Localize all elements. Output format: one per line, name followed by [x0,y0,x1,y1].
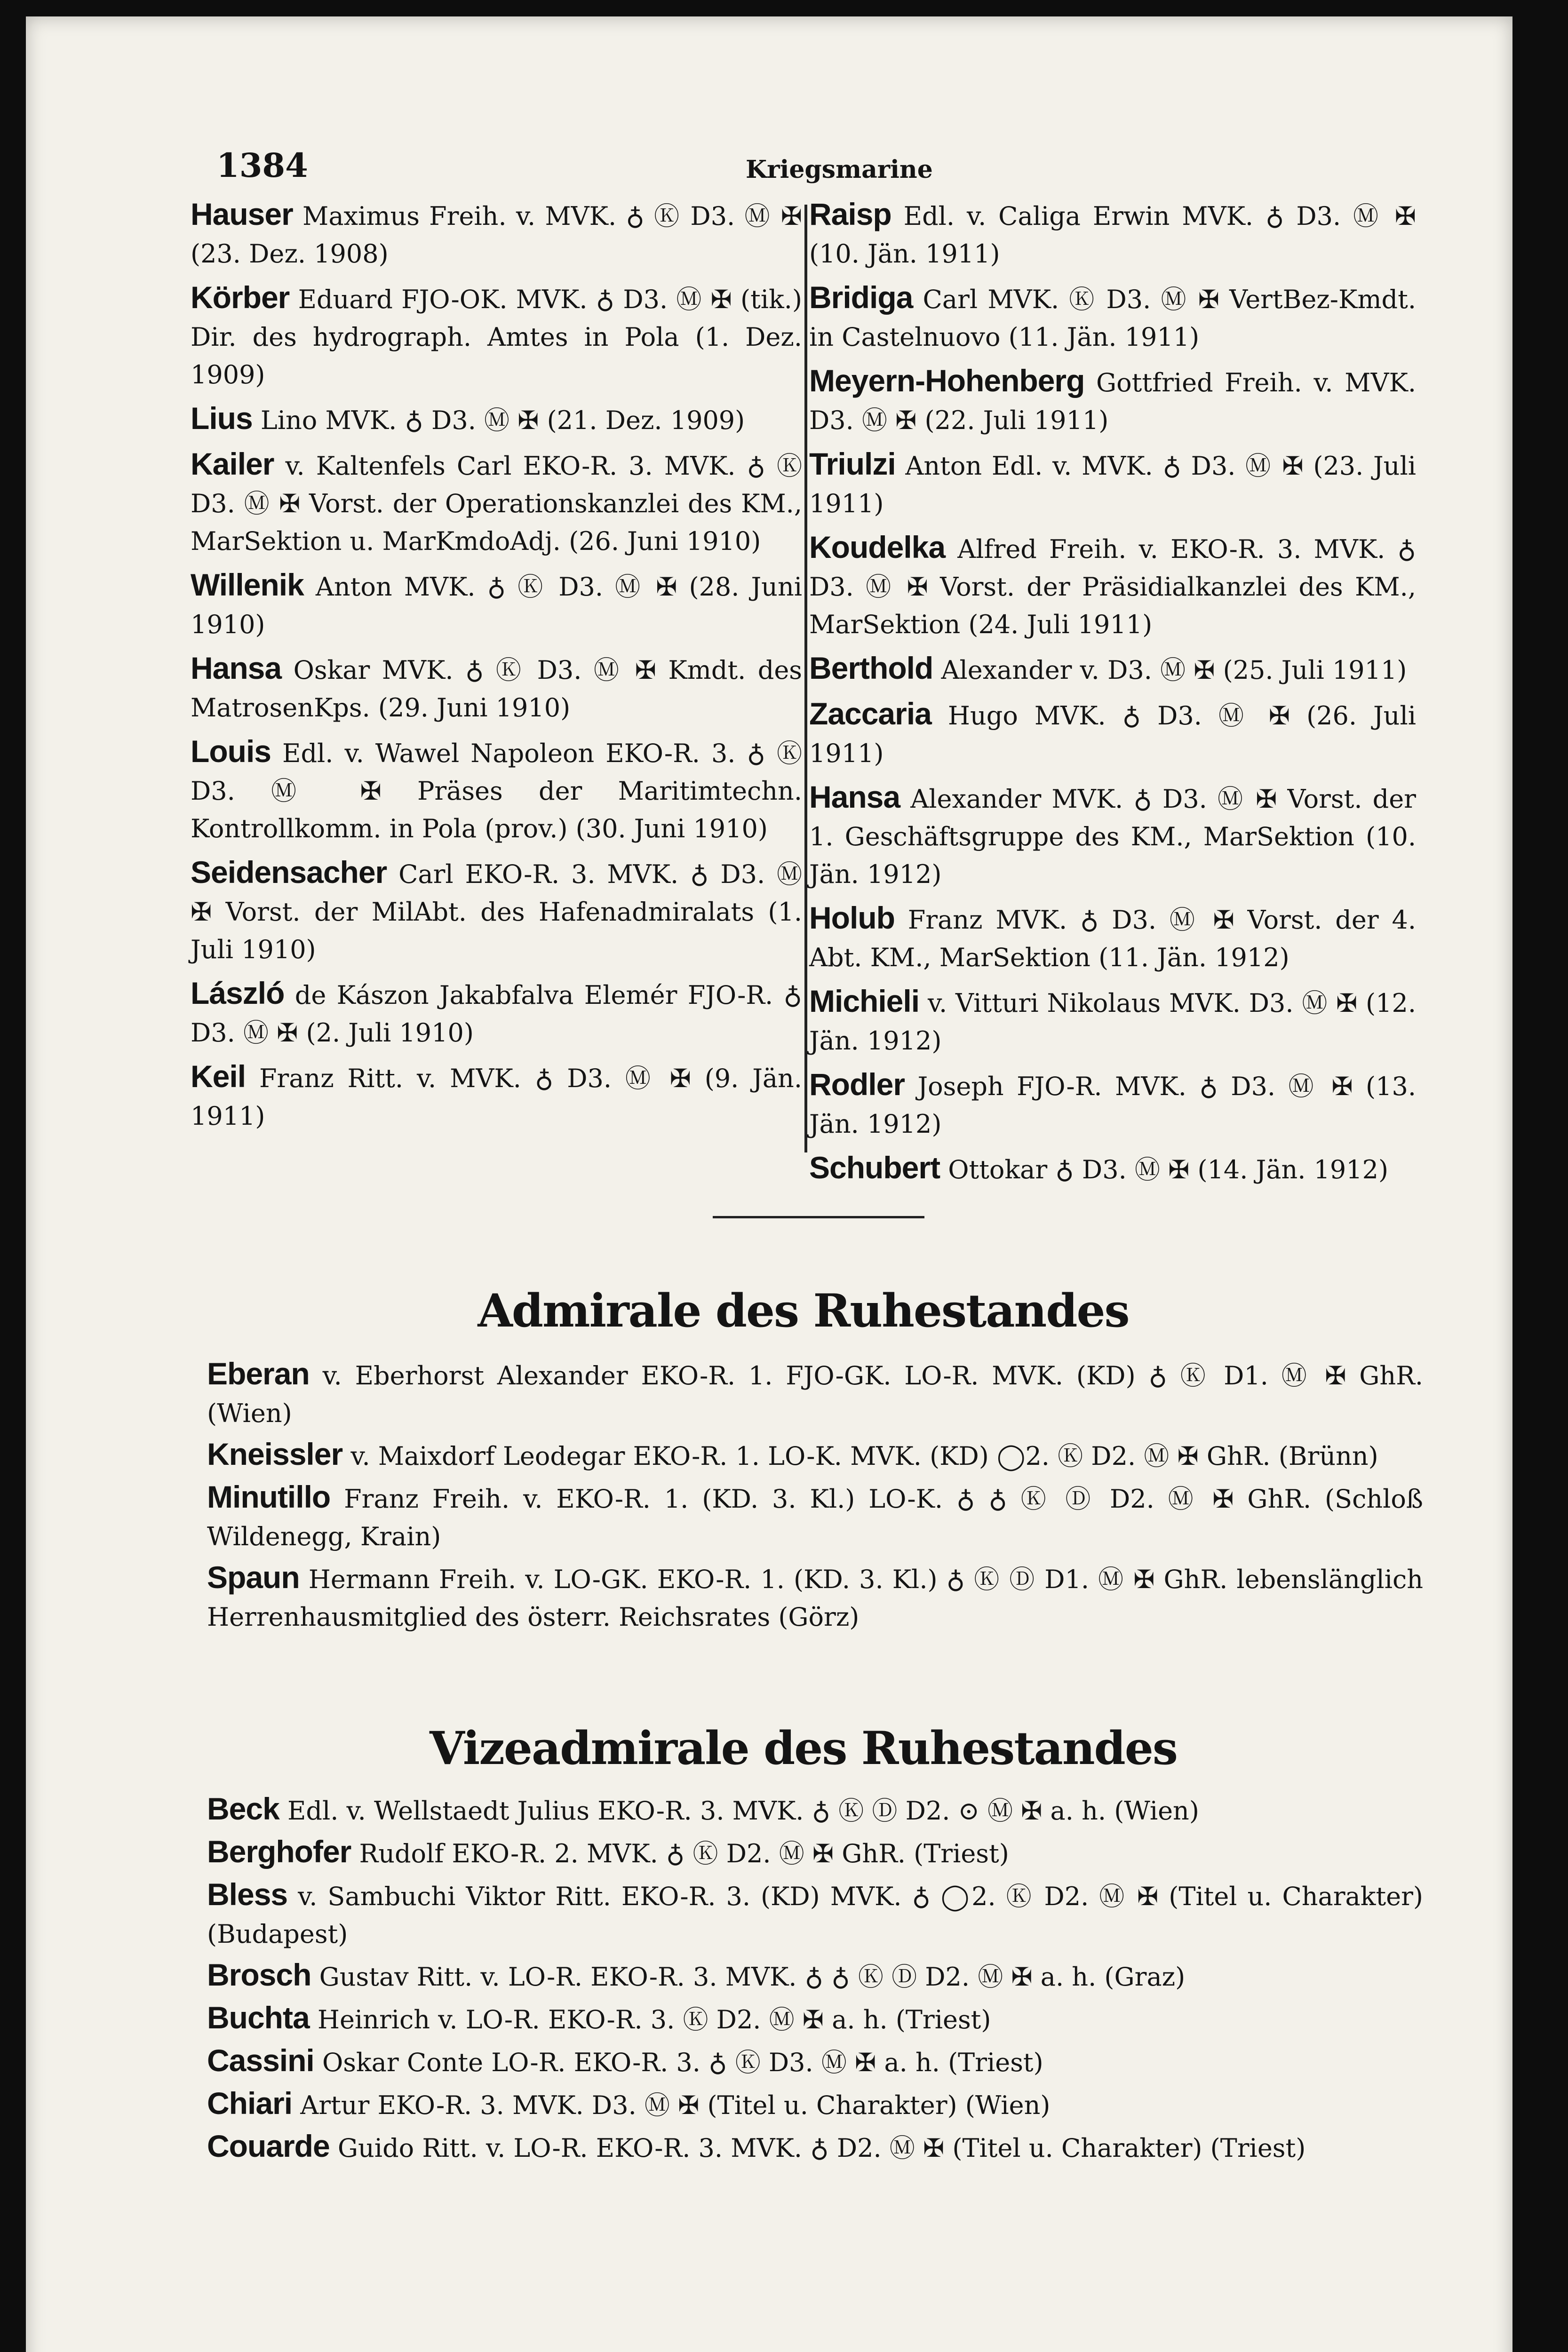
left-column [191,195,802,1141]
entry-name: László [191,976,285,1010]
list-item [191,278,802,394]
entry-text: Carl EKO-R. 3. MVK. ♁ D3. Ⓜ ✠ Vorst. der MilAbt. des Hafenadmiralats (1. Juli 1910) [191,859,802,964]
entry-text: Heinrich v. LO-R. EKO-R. 3. Ⓚ D2. Ⓜ ✠ a. h. (Triest) [317,2005,991,2034]
entry-name: Willenik [191,567,304,602]
entry-text: Edl. v. Wellstaedt Julius EKO-R. 3. MVK. ♁ Ⓚ Ⓓ D2. ⊙ Ⓜ ✠ a. h. (Wien) [287,1796,1199,1826]
entry-name: Berthold [809,651,933,685]
entry-text: Oskar Conte LO-R. EKO-R. 3. ♁ Ⓚ D3. Ⓜ ✠ a. h. (Triest) [322,2048,1043,2077]
entry-text: Oskar MVK. ♁ Ⓚ D3. Ⓜ ✠ Kmdt. des MatrosenKps. (29. Juni 1910) [191,655,802,723]
list-item [809,649,1416,689]
entry-name: Bridiga [809,280,913,315]
entry-text: v. Kaltenfels Carl EKO-R. 3. MVK. ♁ Ⓚ D3. Ⓜ ✠ Vorst. der Operationskanzlei des KM., MarSektion u. MarKmdoAdj. (26. Juni 1910) [191,451,802,556]
entry-text: Gustav Ritt. v. LO-R. EKO-R. 3. MVK. ♁ ♁ Ⓚ Ⓓ D2. Ⓜ ✠ a. h. (Graz) [319,1962,1186,1992]
entry-name: Chiari [207,2086,293,2121]
entry-text: Hugo MVK. ♁ D3. Ⓜ ✠ (26. Juli 1911) [809,701,1416,768]
page-number: 1384 [216,146,308,185]
entry-text: Anton Edl. v. MVK. ♁ D3. Ⓜ ✠ (23. Juli 1911) [809,451,1416,518]
vice-admirals-list [207,1790,1423,2170]
entry-name: Lius [191,401,253,436]
list-item [207,2127,1423,2167]
list-item [809,982,1416,1060]
list-item [207,1833,1423,1873]
section-title-admirals: Admirale des Ruhestandes [478,1284,1129,1337]
entry-text: Alexander v. D3. Ⓜ ✠ (25. Juli 1911) [941,655,1407,685]
entry-name: Cassini [207,2043,314,2078]
list-item [809,362,1416,439]
entry-text: Ottokar ♁ D3. Ⓜ ✠ (14. Jän. 1912) [948,1155,1389,1184]
entry-name: Schubert [809,1150,940,1185]
list-item [809,1149,1416,1189]
section-divider [713,1216,924,1218]
list-item [809,445,1416,523]
entry-name: Kailer [191,446,274,481]
list-item [191,732,802,848]
list-item [207,1999,1423,2039]
entry-name: Triulzi [809,446,896,481]
list-item [191,974,802,1052]
entry-text: Guido Ritt. v. LO-R. EKO-R. 3. MVK. ♁ D2. Ⓜ ✠ (Titel u. Charakter) (Triest) [337,2133,1306,2163]
list-item [809,778,1416,893]
entry-text: Franz MVK. ♁ D3. Ⓜ ✠ Vorst. der 4. Abt. KM., MarSektion (11. Jän. 1912) [809,905,1416,972]
entry-name: Buchta [207,2000,310,2035]
entry-text: Maximus Freih. v. MVK. ♁ Ⓚ D3. Ⓜ ✠ (23. Dez. 1908) [191,201,803,269]
entry-name: Bless [207,1877,288,1912]
entry-name: Seidensacher [191,855,387,890]
section-title-vice-admirals: Vizeadmirale des Ruhestandes [430,1722,1177,1775]
entry-text: Edl. v. Wawel Napoleon EKO-R. 3. ♁ Ⓚ D3. Ⓜ ✠ Präses der Maritimtechn. Kontrollkomm. in Pola (prov.) (30. Juni 1910) [191,739,802,843]
list-item [191,649,802,727]
entry-text: v. Vitturi Nikolaus MVK. D3. Ⓜ ✠ (12. Jän. 1912) [809,988,1417,1056]
entry-name: Kneissler [207,1437,343,1471]
entry-name: Hansa [809,779,900,814]
admirals-list [207,1355,1423,1639]
entry-text: Gottfried Freih. v. MVK. D3. Ⓜ ✠ (22. Juli 1911) [809,368,1416,435]
entry-name: Beck [207,1791,279,1826]
entry-name: Körber [191,280,290,315]
list-item [207,1558,1423,1636]
running-title: Kriegsmarine [746,155,933,184]
entry-text: Lino MVK. ♁ D3. Ⓜ ✠ (21. Dez. 1909) [260,405,745,435]
entry-text: Alexander MVK. ♁ D3. Ⓜ ✠ Vorst. der 1. Geschäftsgruppe des KM., MarSektion (10. Jän. 1912) [809,784,1416,889]
list-item [207,1435,1423,1475]
list-item [809,195,1416,273]
entry-text: v. Maixdorf Leodegar EKO-R. 1. LO-K. MVK. (KD) ◯2. Ⓚ D2. Ⓜ ✠ GhR. (Brünn) [350,1441,1378,1471]
entry-text: Hermann Freih. v. LO-GK. EKO-R. 1. (KD. 3. Kl.) ♁ Ⓚ Ⓓ D1. Ⓜ ✠ GhR. lebenslänglich Herrenhausmitglied des österr. Reichsrates (Görz) [207,1565,1423,1632]
entry-text: Alfred Freih. v. EKO-R. 3. MVK. ♁ D3. Ⓜ ✠ Vorst. der Präsidialkanzlei des KM., MarSektion (24. Juli 1911) [809,534,1416,639]
entry-name: Keil [191,1059,246,1094]
list-item [207,1790,1423,1830]
entry-text: Artur EKO-R. 3. MVK. D3. Ⓜ ✠ (Titel u. Charakter) (Wien) [300,2090,1051,2120]
right-column [809,195,1416,1194]
entry-name: Minutillo [207,1479,331,1514]
entry-text: de Kászon Jakabfalva Elemér FJO-R. ♁ D3. Ⓜ ✠ (2. Juli 1910) [191,980,803,1048]
entry-name: Zaccaria [809,696,931,731]
list-item [191,853,802,969]
entry-text: Franz Freih. v. EKO-R. 1. (KD. 3. Kl.) LO-K. ♁ ♁ Ⓚ Ⓓ D2. Ⓜ ✠ GhR. (Schloß Wildenegg, Krain) [207,1484,1423,1551]
entry-name: Spaun [207,1560,300,1595]
column-divider [804,205,807,1152]
entry-name: Hauser [191,197,293,231]
list-item [809,899,1416,977]
entry-name: Hansa [191,651,282,685]
entry-name: Louis [191,734,271,769]
entry-name: Eberan [207,1356,310,1391]
list-item [191,445,802,560]
entry-name: Raisp [809,197,891,231]
list-item [207,2042,1423,2082]
entry-text: Joseph FJO-R. MVK. ♁ D3. Ⓜ ✠ (13. Jän. 1912) [809,1072,1416,1139]
list-item [809,528,1416,644]
entry-text: v. Eberhorst Alexander EKO-R. 1. FJO-GK. LO-R. MVK. (KD) ♁ Ⓚ D1. Ⓜ ✠ GhR. (Wien) [207,1361,1423,1428]
entry-text: Anton MVK. ♁ Ⓚ D3. Ⓜ ✠ (28. Juni 1910) [191,572,802,639]
entry-name: Koudelka [809,530,946,564]
list-item [809,1065,1416,1143]
entry-text: v. Sambuchi Viktor Ritt. EKO-R. 3. (KD) MVK. ♁ ◯2. Ⓚ D2. Ⓜ ✠ (Titel u. Charakter) (Budapest) [207,1882,1424,1949]
list-item [207,1875,1423,1953]
entry-text: Rudolf EKO-R. 2. MVK. ♁ Ⓚ D2. Ⓜ ✠ GhR. (Triest) [359,1839,1009,1868]
entry-text: Carl MVK. Ⓚ D3. Ⓜ ✠ VertBez-Kmdt. in Castelnuovo (11. Jän. 1911) [809,285,1416,352]
entry-name: Meyern-Hohenberg [809,363,1085,398]
list-item [207,2084,1423,2124]
entry-name: Rodler [809,1067,905,1102]
list-item [191,566,802,644]
list-item [191,1057,802,1135]
list-item [191,195,802,273]
list-item [207,1355,1423,1432]
entry-name: Holub [809,900,895,935]
entry-name: Michieli [809,984,920,1018]
list-item [191,399,802,439]
list-item [207,1956,1423,1996]
entry-text: Franz Ritt. v. MVK. ♁ D3. Ⓜ ✠ (9. Jän. 1911) [191,1064,802,1131]
entry-name: Couarde [207,2129,330,2163]
list-item [207,1478,1423,1556]
entry-text: Eduard FJO-OK. MVK. ♁ D3. Ⓜ ✠ (tik.) Dir. des hydrograph. Amtes in Pola (1. Dez. 1909) [191,285,802,389]
list-item [809,695,1416,772]
entry-text: Edl. v. Caliga Erwin MVK. ♁ D3. Ⓜ ✠ (10. Jän. 1911) [809,201,1417,269]
list-item [809,278,1416,356]
entry-name: Berghofer [207,1834,351,1869]
entry-name: Brosch [207,1957,311,1992]
